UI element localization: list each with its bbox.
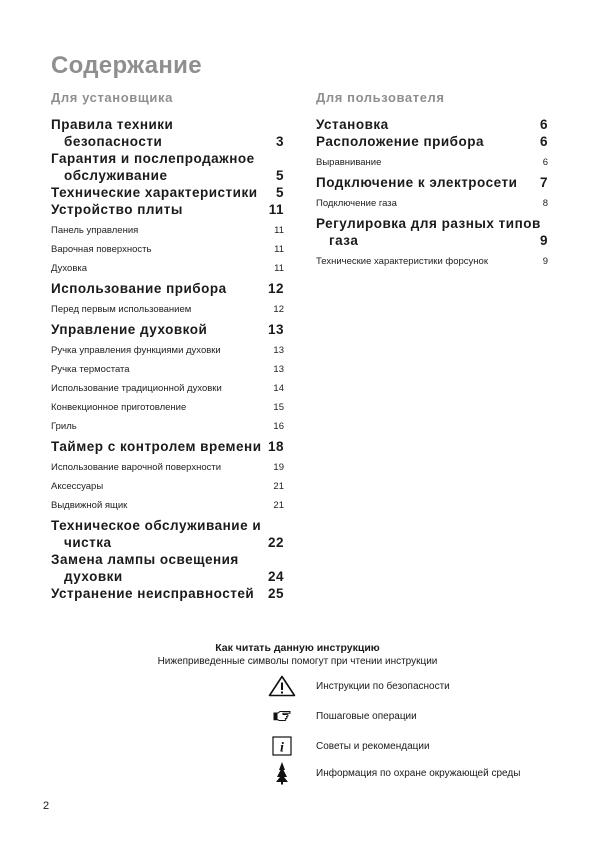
toc-subentry [51,345,284,357]
legend-text: Информация по охране окружающей среды [316,767,521,779]
toc-subentry [51,244,284,256]
toc-entry-page: 5 [275,185,284,200]
legend-text: Советы и рекомендации [316,740,430,752]
toc-entry-page: 8 [542,198,548,209]
toc-entry [316,216,548,232]
toc-subentry [316,256,548,268]
toc-entry-page: 11 [274,263,284,274]
toc-entry-label: газа [329,233,359,248]
toc-subentry [51,304,284,316]
toc-subentry [51,225,284,237]
page-number: 2 [43,800,50,812]
toc-entry-label: Правила техники [51,117,174,132]
toc-entry-page: 22 [267,535,284,550]
toc-entry-label: Гриль [51,421,77,432]
toc-subentry [51,402,284,414]
toc-subentry [316,157,548,169]
toc-entry-page: 9 [542,256,548,267]
info-icon [268,736,296,756]
tree-icon [268,761,296,785]
legend-item-steps [268,705,417,727]
how-to-read-section [0,642,595,668]
page-title: Содержание [51,52,202,79]
toc-entry [51,322,284,338]
toc-entry-label: Аксессуары [51,481,104,492]
toc-entry-page: 5 [275,168,284,183]
toc-entry-page: 21 [273,481,284,492]
warning-triangle-icon [268,675,296,697]
toc-entry [316,175,548,191]
toc-entry-label: Управление духовкой [51,322,208,337]
toc-subentry [51,263,284,275]
toc-entry [51,202,284,218]
legend-item-safety [268,675,450,697]
toc-entry-page: 18 [267,439,284,454]
toc-entry-label: чистка [64,535,112,550]
toc-entry [316,233,548,249]
toc-entry-label: Ручка управления функциями духовки [51,345,221,356]
toc-entry-page: 25 [267,586,284,601]
toc-entry-label: Конвекционное приготовление [51,402,187,413]
toc-entry [51,586,284,602]
toc-entry-label: Замена лампы освещения [51,552,239,567]
toc-entry [51,552,284,568]
toc-entry [316,117,548,133]
toc-entry-page: 13 [267,322,284,337]
toc-entry [51,134,284,150]
toc-entry-page: 11 [268,202,284,217]
toc-entry-page: 19 [273,462,284,473]
toc-entry [51,151,284,167]
toc-entry-label: Выравнивание [316,157,382,168]
toc-entry-label: Духовка [51,263,88,274]
toc-entry-label: Ручка термостата [51,364,130,375]
toc-entry-label: Варочная поверхность [51,244,152,255]
toc-entry-label: Технические характеристики [51,185,258,200]
toc-entry-page: 14 [273,383,284,394]
toc-subentry [51,421,284,433]
toc-subentry [51,462,284,474]
toc-entry-page: 9 [539,233,548,248]
toc-entry-page: 11 [274,244,284,255]
toc-entry-page: 24 [267,569,284,584]
toc-entry-label: Регулировка для разных типов [316,216,541,231]
toc-entry-label: Перед первым использованием [51,304,192,315]
toc-entry-label: Использование традиционной духовки [51,383,222,394]
toc-entry-page: 12 [273,304,284,315]
toc-entry [51,281,284,297]
toc-entry [51,569,284,585]
toc-entry-label: Использование варочной поверхности [51,462,222,473]
toc-entry-page: 15 [273,402,284,413]
toc-entry-page: 13 [273,345,284,356]
toc-entry-label: Технические характеристики форсунок [316,256,488,267]
toc-entry-label: обслуживание [64,168,168,183]
how-to-read-subtitle: Нижеприведенные символы помогут при чтении инструкции [157,656,438,667]
installer-toc [51,116,284,602]
toc-entry [51,185,284,201]
toc-entry-label: Подключение к электросети [316,175,518,190]
toc-entry-page: 16 [273,421,284,432]
toc-entry-page: 21 [273,500,284,511]
toc-entry-page: 3 [275,134,284,149]
toc-entry-label: безопасности [64,134,163,149]
toc-entry-page: 13 [273,364,284,375]
toc-entry [51,168,284,184]
toc-subentry [51,500,284,512]
toc-entry-label: Подключение газа [316,198,397,209]
legend-item-environment [268,762,521,784]
toc-subentry [51,383,284,395]
user-toc [316,116,548,268]
toc-subentry [51,364,284,376]
toc-entry-page: 6 [539,134,548,149]
toc-entry-label: Гарантия и послепродажное [51,151,255,166]
toc-entry-page: 12 [267,281,284,296]
toc-entry [316,134,548,150]
toc-entry-label: Устранение неисправностей [51,586,255,601]
toc-entry [51,117,284,133]
toc-entry-page: 6 [542,157,548,168]
toc-entry-label: Таймер с контролем времени [51,439,262,454]
toc-entry-label: Использование прибора [51,281,227,296]
toc-entry-label: Панель управления [51,225,139,236]
user-section-heading: Для пользователя [316,90,445,105]
toc-entry-page: 6 [539,117,548,132]
toc-entry [51,439,284,455]
toc-entry-label: Расположение прибора [316,134,485,149]
toc-entry [51,518,284,534]
legend-item-tips [268,735,430,757]
toc-entry-page: 11 [274,225,284,236]
toc-entry-label: Установка [316,117,389,132]
legend-text: Пошаговые операции [316,710,417,722]
toc-entry [51,535,284,551]
toc-entry-label: духовки [64,569,123,584]
pointing-hand-icon [268,710,296,722]
svg-text:i: i [280,740,284,756]
installer-section-heading: Для установщика [51,90,173,105]
legend-text: Инструкции по безопасности [316,680,450,692]
toc-subentry [51,481,284,493]
toc-entry-label: Техническое обслуживание и [51,518,262,533]
toc-subentry [316,198,548,210]
toc-entry-label: Устройство плиты [51,202,183,217]
how-to-read-title: Как читать данную инструкцию [215,642,380,654]
toc-entry-label: Выдвижной ящик [51,500,128,511]
toc-entry-page: 7 [539,175,548,190]
